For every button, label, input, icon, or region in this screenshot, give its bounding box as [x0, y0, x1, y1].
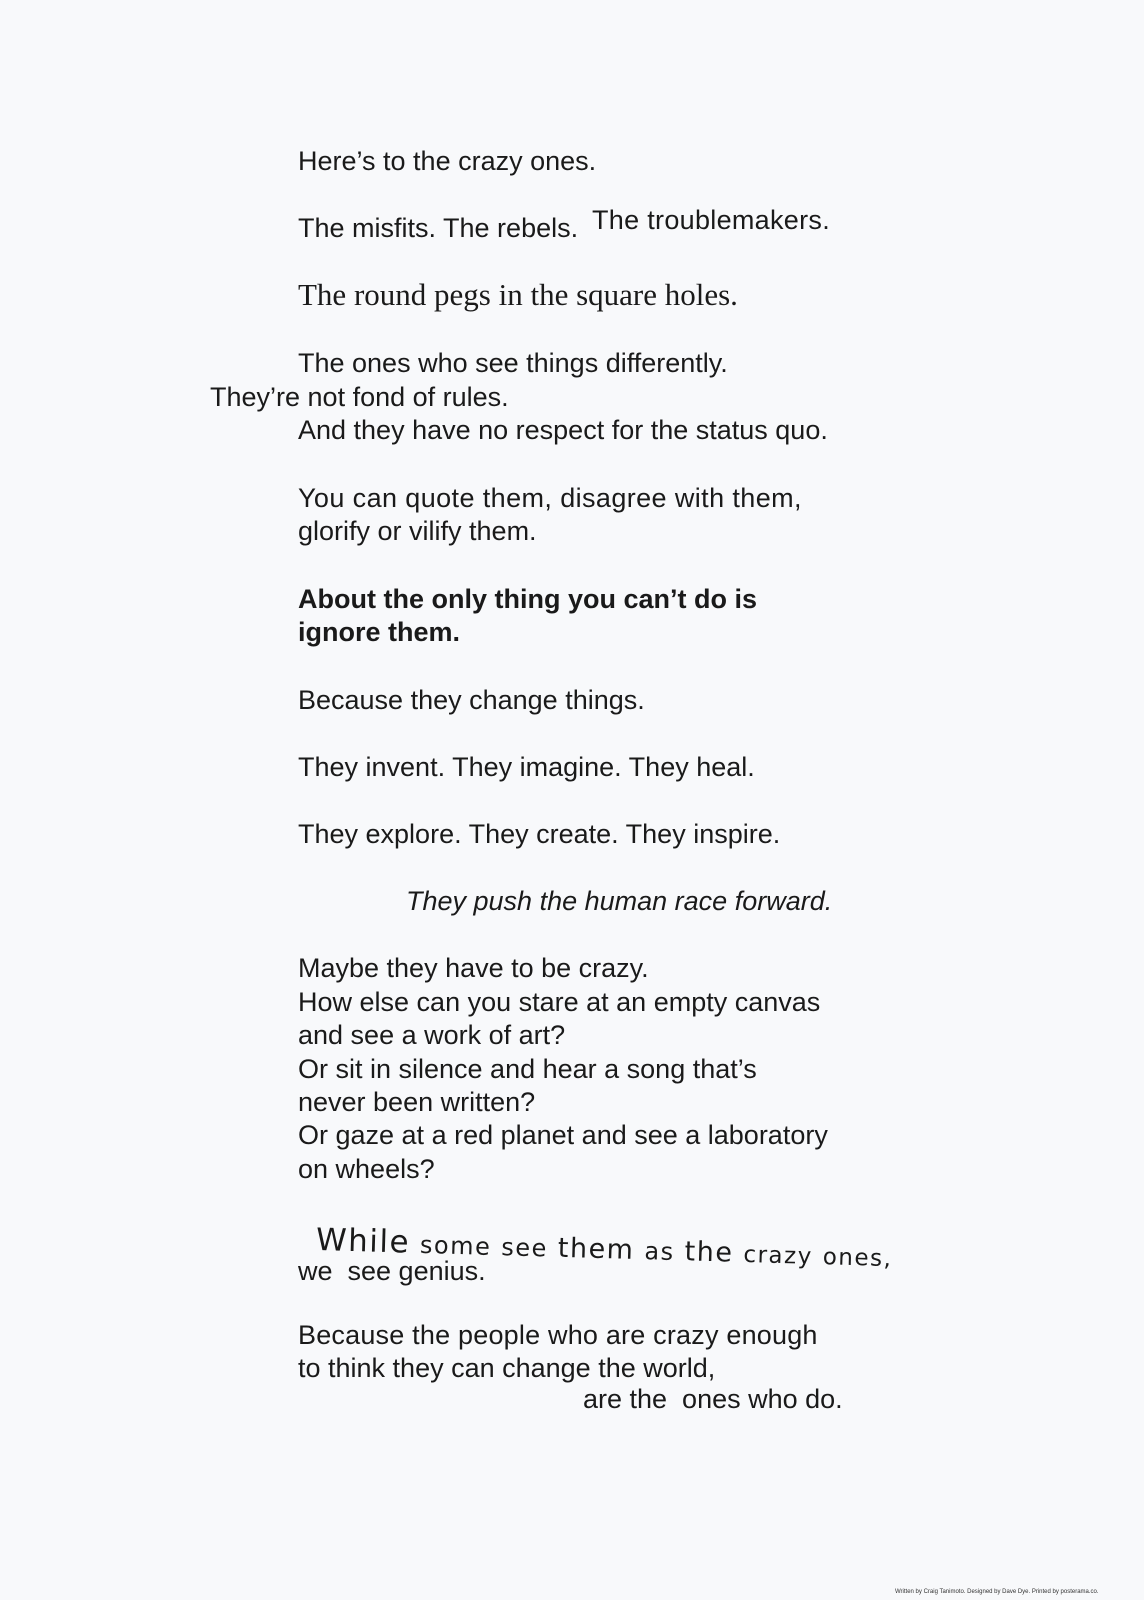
poem-line-18: Or sit in silence and hear a song that’s [298, 1054, 757, 1084]
hand-word: some [419, 1230, 492, 1261]
poem-line-21: on wheels? [298, 1154, 435, 1184]
poem-line-17: and see a work of art? [298, 1020, 566, 1050]
poem-line-13: They explore. They create. They inspire. [298, 819, 781, 849]
poem-line-20: Or gaze at a red planet and see a laboratory [298, 1120, 828, 1150]
hand-word: them [557, 1232, 635, 1266]
hand-word: as [644, 1237, 676, 1267]
poem-line-8: glorify or vilify them. [298, 516, 537, 546]
hand-word: crazy [743, 1241, 814, 1270]
poem-line-24: Because the people who are crazy enough [298, 1320, 818, 1350]
poem-line-6: And they have no respect for the status quo. [298, 415, 828, 445]
poem-line-11: Because they change things. [298, 685, 645, 715]
poem-line-23: we see genius. [298, 1256, 486, 1286]
poem-line-14: They push the human race forward. [406, 886, 833, 916]
poem-line-15: Maybe they have to be crazy. [298, 953, 649, 983]
poem-line-2a: The misfits. The rebels. [298, 213, 579, 243]
hand-word: ones, [822, 1244, 893, 1273]
poem-line-19: never been written? [298, 1087, 536, 1117]
hand-word: see [500, 1233, 549, 1263]
credit-line: Written by Craig Tanimoto. Designed by Dave Dye. Printed by posterama.co. [895, 1589, 1099, 1595]
poem-line-25: to think they can change the world, [298, 1353, 716, 1383]
poem-line-4: The ones who see things differently. [298, 348, 728, 378]
poem-line-5: They’re not fond of rules. [210, 382, 509, 412]
poem-line-3: The round pegs in the square holes. [298, 277, 738, 312]
poem-line-26: are the ones who do. [583, 1384, 843, 1414]
poem-line-9: About the only thing you can’t do is [298, 584, 757, 614]
poem-line-16: How else can you stare at an empty canvas [298, 987, 821, 1017]
poem-line-10: ignore them. [298, 617, 461, 647]
poem-line-7: You can quote them, disagree with them, [298, 483, 802, 513]
hand-word: the [684, 1236, 734, 1269]
hand-word: While [315, 1222, 411, 1261]
poem-line-12: They invent. They imagine. They heal. [298, 752, 755, 782]
poem-line-1: Here’s to the crazy ones. [298, 146, 597, 176]
poem-line-2b: The troublemakers. [592, 205, 830, 235]
